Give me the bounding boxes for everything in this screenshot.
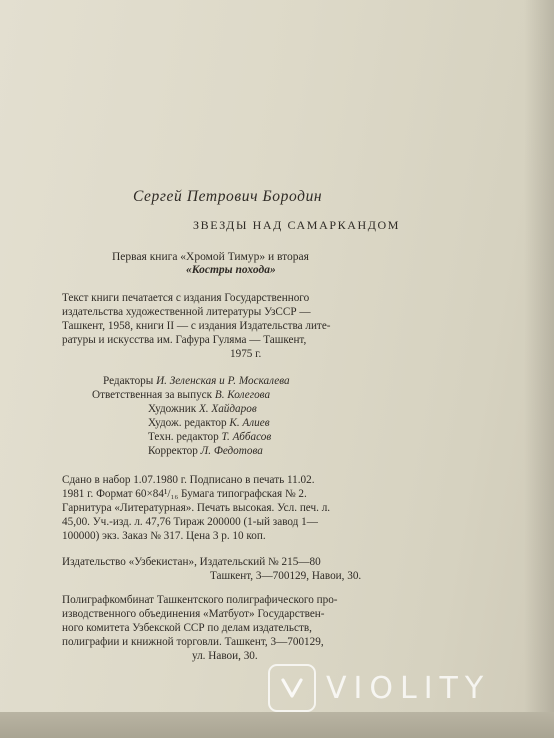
source-note-line: издательства художественной литературы УзССР — xyxy=(62,306,311,318)
violity-logo-glyph xyxy=(278,674,306,702)
credit-person: И. Зеленская и Р. Москалева xyxy=(156,375,290,387)
violity-logo-icon xyxy=(268,664,316,712)
credit-person: В. Колегова xyxy=(214,389,271,401)
credit-role: Техн. редактор xyxy=(148,431,219,443)
credit-editors xyxy=(103,375,290,388)
credit-person: Х. Хайдаров xyxy=(198,403,257,415)
credit-person: К. Алиев xyxy=(229,417,270,429)
credit-proofreader xyxy=(148,445,263,458)
credit-tech-editor xyxy=(148,431,271,444)
publisher-address: Ташкент, 3—700129, Навои, 30. xyxy=(210,570,362,582)
author-name: Сергей Петрович Бородин xyxy=(133,188,323,205)
series-line-1: Первая книга «Хромой Тимур» и вторая xyxy=(112,251,309,263)
book-title: ЗВЕЗДЫ НАД САМАРКАНДОМ xyxy=(193,218,401,232)
source-note-line: 1975 г. xyxy=(230,348,262,360)
printer-line: полиграфии и книжной торговли. Ташкент, 3—700129, xyxy=(62,636,324,648)
credit-art-editor xyxy=(148,417,270,430)
credit-role: Художник xyxy=(148,403,197,415)
printer-line: изводственного объединения «Матбуот» Государствен- xyxy=(62,608,325,620)
source-note-line: Ташкент, 1958, книги II — с издания Издательства лите- xyxy=(62,320,331,332)
source-note-line: Текст книги печатается с издания Государственного xyxy=(62,292,310,304)
credit-release xyxy=(92,389,270,402)
printer-line: Полиграфкомбинат Ташкентского полиграфического про- xyxy=(62,594,338,606)
print-info-line: 100000) экз. Заказ № 317. Цена 3 р. 10 коп. xyxy=(62,530,266,542)
credit-role: Редакторы xyxy=(103,375,154,387)
print-info-line: 1981 г. Формат 60×84¹/₁₆ Бумага типографская № 2. xyxy=(62,488,307,500)
credit-role: Корректор xyxy=(148,445,198,457)
credit-person: Т. Аббасов xyxy=(221,431,272,443)
print-info-line: Гарнитура «Литературная». Печать высокая. Усл. печ. л. xyxy=(62,502,331,514)
credit-role: Худож. редактор xyxy=(148,417,227,429)
watermark-text: VIOLITY xyxy=(326,670,491,706)
page-edge-shadow xyxy=(524,0,554,738)
source-note-line: ратуры и искусства им. Гафура Гуляма — Ташкент, xyxy=(62,334,307,346)
print-info-line: 45,00. Уч.-изд. л. 47,76 Тираж 200000 (1-ый завод 1— xyxy=(62,516,318,528)
printer-line: ул. Навои, 30. xyxy=(192,650,258,662)
publisher-line: Издательство «Узбекистан», Издательский № 215—80 xyxy=(62,556,321,568)
watermark xyxy=(268,664,538,712)
print-info-line: Сдано в набор 1.07.1980 г. Подписано в печать 11.02. xyxy=(62,474,315,486)
credit-role: Ответственная за выпуск xyxy=(92,389,213,401)
credit-artist xyxy=(148,403,257,416)
page-bottom-edge xyxy=(0,712,554,738)
printer-line: ного комитета Узбекской ССР по делам издательств, xyxy=(62,622,312,634)
series-line-2: «Костры похода» xyxy=(186,264,276,276)
credit-person: Л. Федотова xyxy=(200,445,263,457)
